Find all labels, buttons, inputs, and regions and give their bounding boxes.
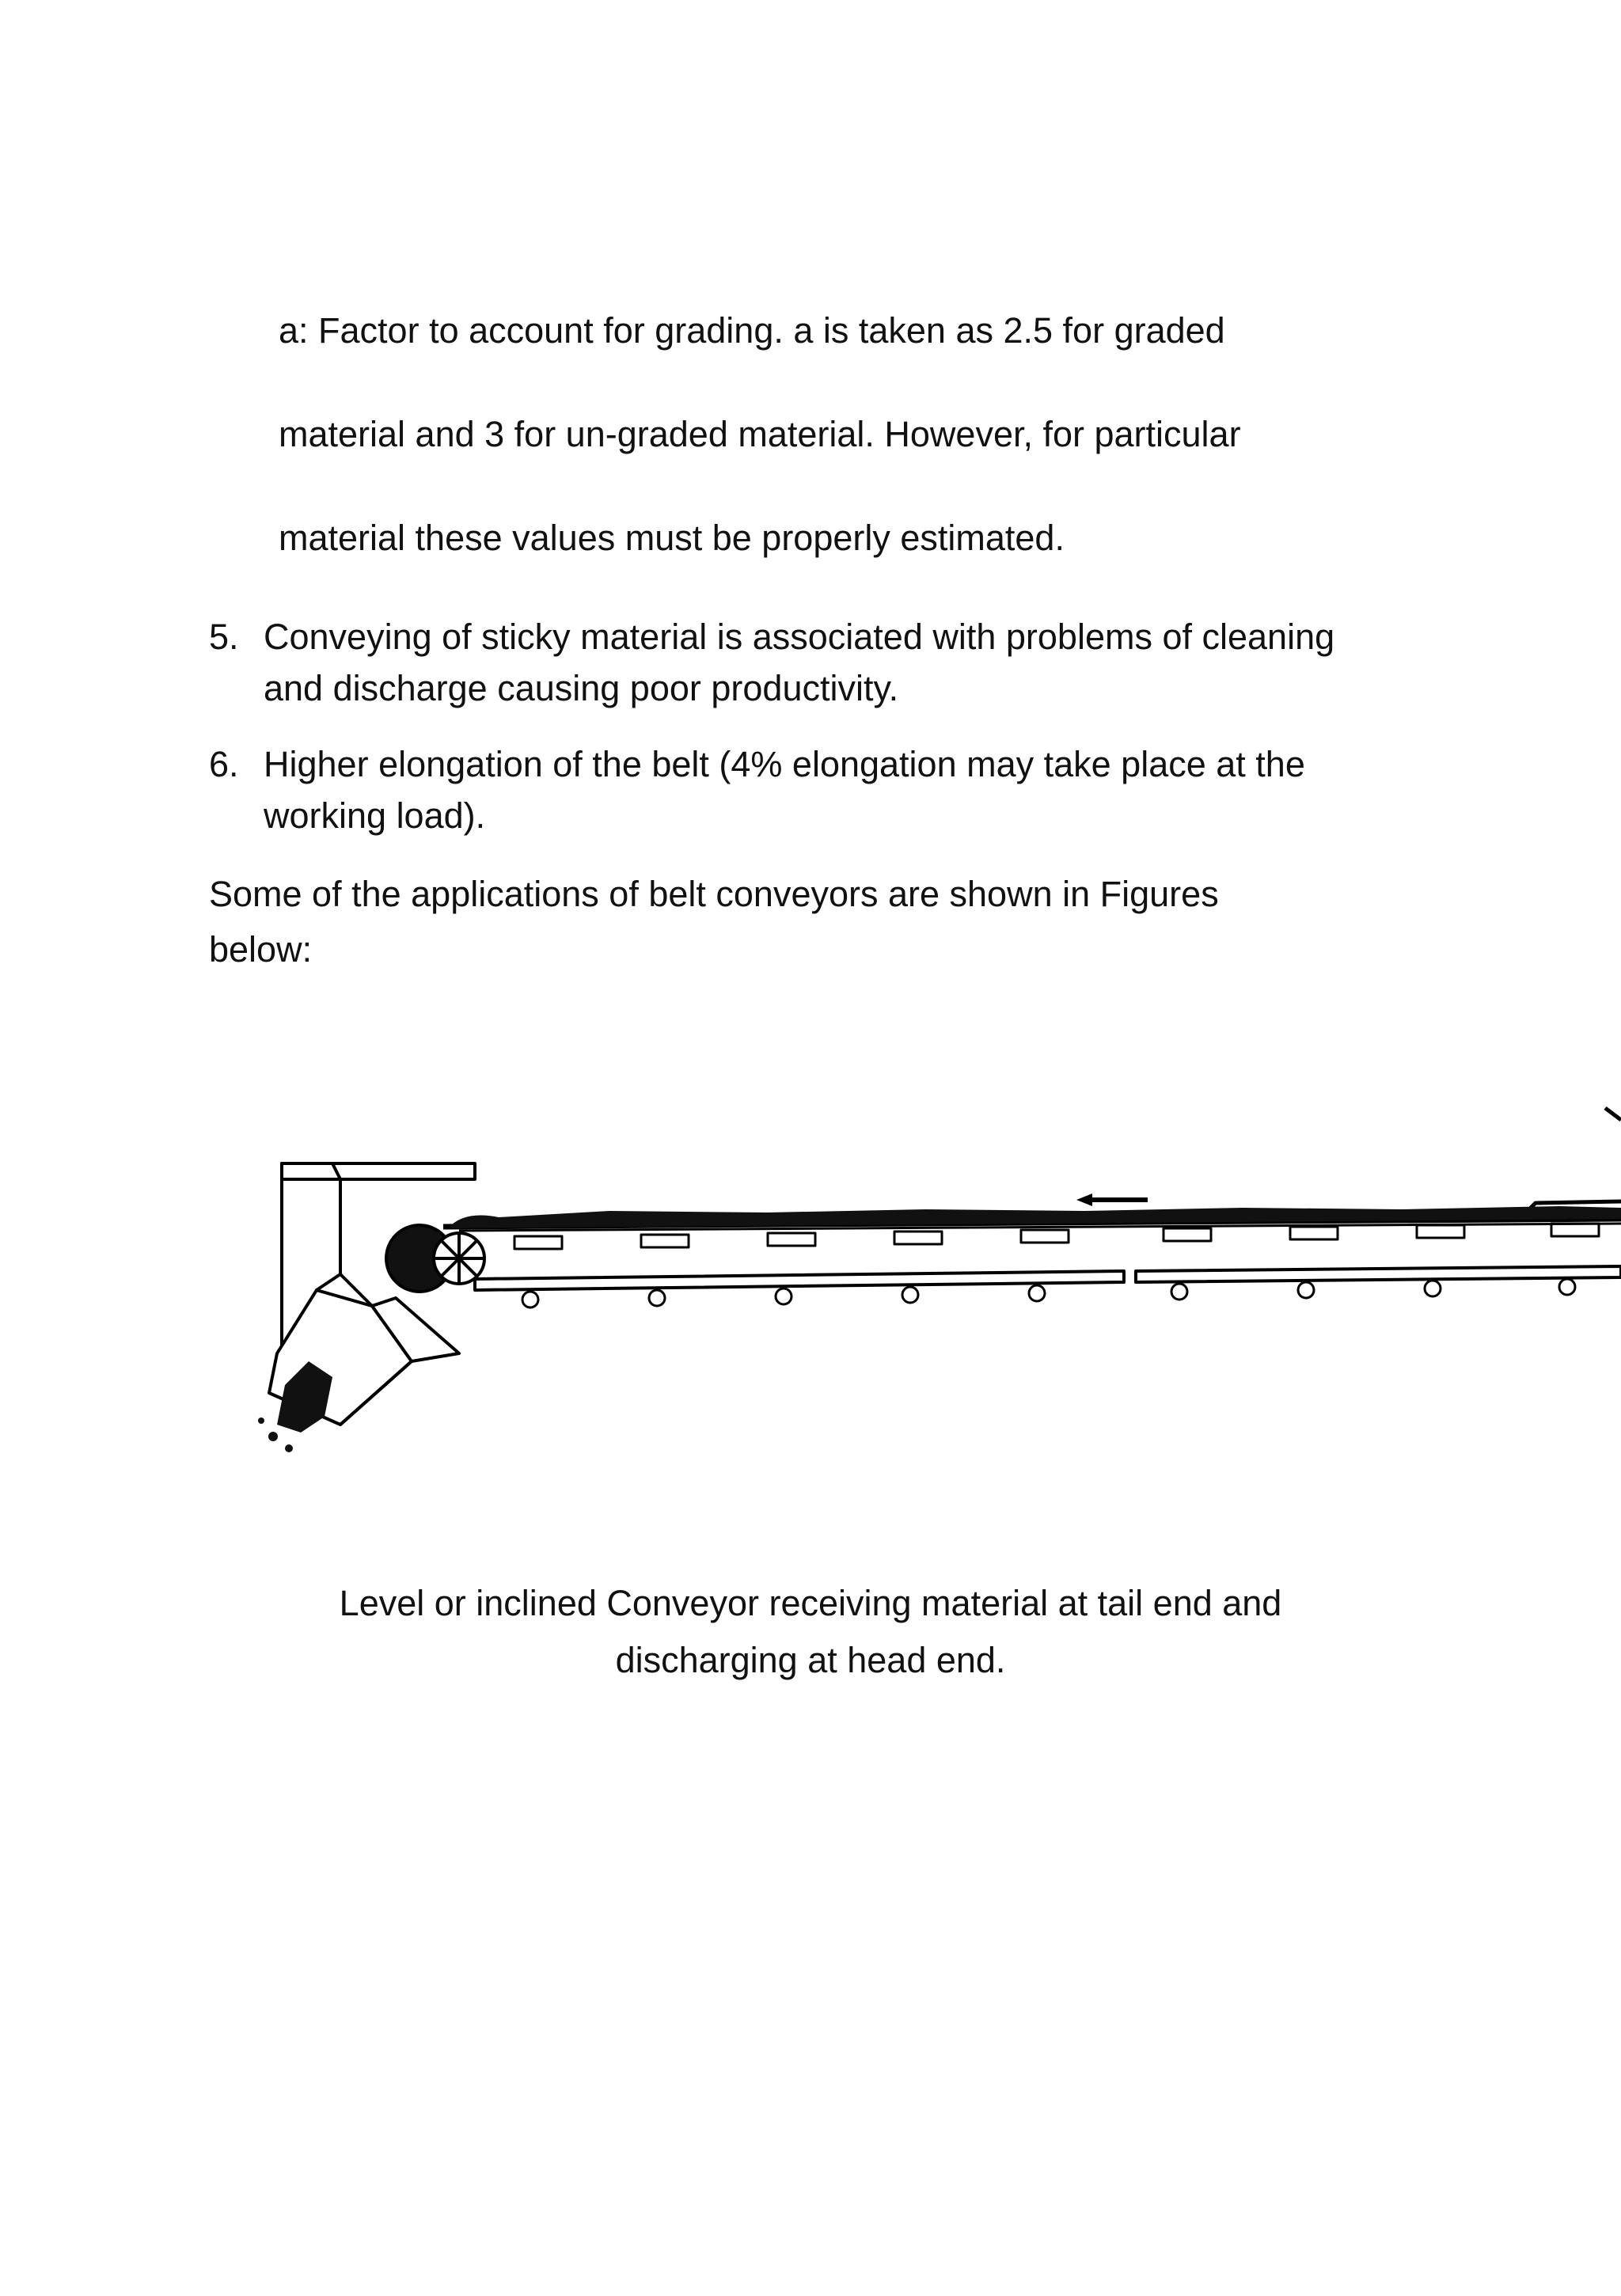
caption-line: Level or inclined Conveyor receiving material at tail end and: [339, 1583, 1282, 1623]
caption-line: discharging at head end.: [615, 1640, 1006, 1680]
list-item-number: 5.: [209, 617, 239, 657]
intro-line: below:: [209, 929, 313, 970]
paragraph-line: a: Factor to account for grading. a is taken as 2.5 for graded: [279, 310, 1225, 351]
paragraph-line: material and 3 for un-graded material. However, for particular: [279, 414, 1241, 454]
applications-intro: [209, 867, 1444, 977]
discharged-material: [258, 1361, 332, 1452]
list-item-line: Conveying of sticky material is associated with problems of cleaning: [264, 617, 1335, 657]
list-item: [209, 738, 1444, 841]
list-item-line: Higher elongation of the belt (4% elongation may take place at the: [264, 744, 1305, 784]
intro-line: Some of the applications of belt conveyors are shown in Figures: [209, 874, 1219, 914]
grading-factor-paragraph: [279, 279, 1466, 590]
belt-conveyor-drawing: [214, 1092, 1621, 1504]
list-item: [209, 611, 1444, 714]
direction-arrow-icon: [1076, 1194, 1148, 1206]
feed-chute-edge: [1605, 1108, 1621, 1120]
head-pulley: [386, 1225, 484, 1292]
paragraph-line: material these values must be properly estimated.: [279, 518, 1065, 558]
idler-rollers: [514, 1224, 1599, 1307]
list-item-line: working load).: [264, 795, 486, 836]
list-item-number: 6.: [209, 744, 239, 784]
list-item-line: and discharge causing poor productivity.: [264, 668, 899, 708]
figure-caption: [237, 1575, 1384, 1689]
disadvantages-list: [209, 611, 1444, 866]
belt-conveyor-figure: [214, 1092, 1621, 1504]
